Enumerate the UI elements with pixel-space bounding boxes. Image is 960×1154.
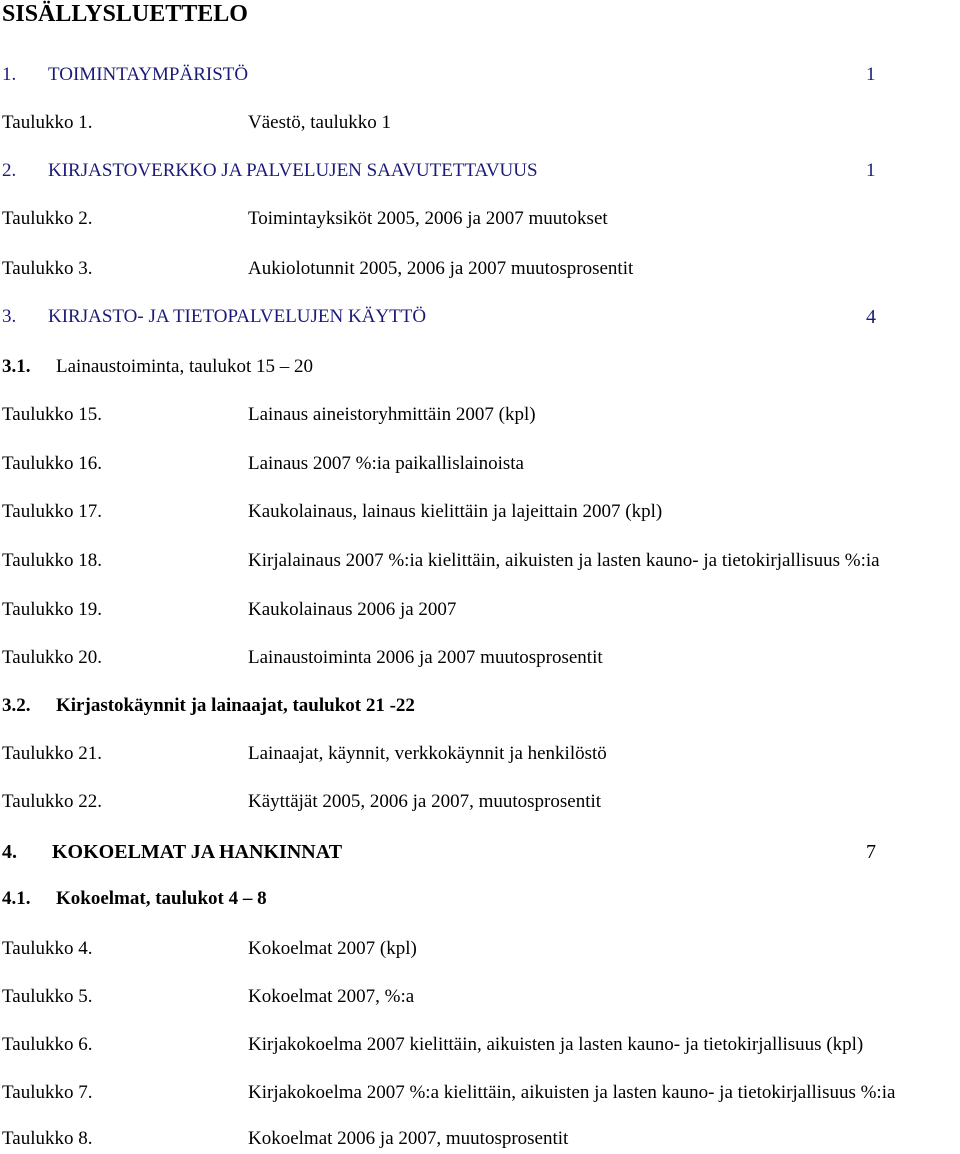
table-label: Taulukko 18. bbox=[2, 550, 102, 571]
heading-number: 1. bbox=[2, 64, 17, 85]
page-number: 7 bbox=[866, 841, 876, 863]
subheading-text: Kirjastokäynnit ja lainaajat, taulukot 21 -22 bbox=[56, 695, 415, 716]
page-title: SISÄLLYSLUETTELO bbox=[2, 1, 248, 27]
toc-table-entry[interactable] bbox=[0, 595, 960, 625]
toc-table-entry[interactable] bbox=[0, 400, 960, 430]
table-title: Kaukolainaus, lainaus kielittäin ja lajeittain 2007 (kpl) bbox=[248, 501, 663, 522]
page-number: 1 bbox=[866, 160, 876, 181]
table-title: Toimintayksiköt 2005, 2006 ja 2007 muutokset bbox=[248, 208, 608, 229]
page-number: 1 bbox=[866, 64, 876, 85]
table-label: Taulukko 4. bbox=[2, 938, 93, 959]
heading-number: 4. bbox=[2, 841, 17, 863]
table-title: Lainaustoiminta 2006 ja 2007 muutosprosentit bbox=[248, 647, 603, 668]
table-label: Taulukko 16. bbox=[2, 453, 102, 474]
toc-subheading-3-2[interactable] bbox=[0, 691, 960, 721]
toc-table-entry[interactable] bbox=[0, 108, 960, 138]
heading-number: 2. bbox=[2, 160, 17, 181]
toc-table-entry[interactable] bbox=[0, 739, 960, 769]
toc-subheading-3-1[interactable] bbox=[0, 352, 960, 382]
table-title: Kirjakokoelma 2007 %:a kielittäin, aikuisten ja lasten kauno- ja tietokirjallisuus %:ia bbox=[248, 1082, 896, 1103]
toc-heading-3[interactable] bbox=[0, 302, 960, 332]
table-label: Taulukko 1. bbox=[2, 112, 93, 133]
table-title: Kokoelmat 2007 (kpl) bbox=[248, 938, 417, 959]
toc-heading-2[interactable] bbox=[0, 156, 960, 186]
table-label: Taulukko 7. bbox=[2, 1082, 93, 1103]
heading-number: 3. bbox=[2, 306, 17, 327]
table-label: Taulukko 22. bbox=[2, 791, 102, 812]
heading-text: KOKOELMAT JA HANKINNAT bbox=[52, 841, 343, 863]
toc-table-entry[interactable] bbox=[0, 934, 960, 964]
subheading-text: Lainaustoiminta, taulukot 15 – 20 bbox=[56, 356, 313, 377]
page-number: 4 bbox=[866, 306, 876, 328]
table-title: Lainaus aineistoryhmittäin 2007 (kpl) bbox=[248, 404, 536, 425]
table-label: Taulukko 20. bbox=[2, 647, 102, 668]
subheading-text: Kokoelmat, taulukot 4 – 8 bbox=[56, 888, 267, 909]
table-title: Kirjakokoelma 2007 kielittäin, aikuisten ja lasten kauno- ja tietokirjallisuus (kpl) bbox=[248, 1034, 864, 1055]
toc-table-entry[interactable] bbox=[0, 204, 960, 234]
table-label: Taulukko 8. bbox=[2, 1128, 93, 1149]
subheading-number: 3.1. bbox=[2, 356, 31, 377]
heading-text: TOIMINTAYMPÄRISTÖ bbox=[48, 64, 249, 85]
toc-table-entry[interactable] bbox=[0, 982, 960, 1012]
table-title: Kokoelmat 2007, %:a bbox=[248, 986, 415, 1007]
toc-table-entry[interactable] bbox=[0, 643, 960, 673]
table-label: Taulukko 21. bbox=[2, 743, 102, 764]
table-label: Taulukko 2. bbox=[2, 208, 93, 229]
toc-heading-4[interactable] bbox=[0, 837, 960, 867]
table-label: Taulukko 19. bbox=[2, 599, 102, 620]
table-title: Lainaus 2007 %:ia paikallislainoista bbox=[248, 453, 524, 474]
toc-heading-1[interactable] bbox=[0, 60, 960, 90]
table-title: Aukiolotunnit 2005, 2006 ja 2007 muutosprosentit bbox=[248, 258, 634, 279]
table-title: Kokoelmat 2006 ja 2007, muutosprosentit bbox=[248, 1128, 569, 1149]
table-label: Taulukko 5. bbox=[2, 986, 93, 1007]
toc-table-entry[interactable] bbox=[0, 1030, 960, 1060]
table-label: Taulukko 15. bbox=[2, 404, 102, 425]
table-title: Kirjalainaus 2007 %:ia kielittäin, aikuisten ja lasten kauno- ja tietokirjallisuus %:ia bbox=[248, 550, 880, 571]
toc-table-entry[interactable] bbox=[0, 1124, 960, 1154]
subheading-number: 3.2. bbox=[2, 695, 31, 716]
toc-table-entry[interactable] bbox=[0, 787, 960, 817]
table-title: Väestö, taulukko 1 bbox=[248, 112, 392, 133]
toc-subheading-4-1[interactable] bbox=[0, 884, 960, 914]
toc-table-entry[interactable] bbox=[0, 254, 960, 284]
heading-text: KIRJASTOVERKKO JA PALVELUJEN SAAVUTETTAVUUS bbox=[48, 160, 538, 181]
toc-table-entry[interactable] bbox=[0, 546, 960, 576]
heading-text: KIRJASTO- JA TIETOPALVELUJEN KÄYTTÖ bbox=[48, 306, 427, 327]
subheading-number: 4.1. bbox=[2, 888, 31, 909]
toc-table-entry[interactable] bbox=[0, 1078, 960, 1108]
table-label: Taulukko 3. bbox=[2, 258, 93, 279]
table-label: Taulukko 17. bbox=[2, 501, 102, 522]
toc-table-entry[interactable] bbox=[0, 497, 960, 527]
table-title: Käyttäjät 2005, 2006 ja 2007, muutosprosentit bbox=[248, 791, 602, 812]
table-label: Taulukko 6. bbox=[2, 1034, 93, 1055]
table-title: Kaukolainaus 2006 ja 2007 bbox=[248, 599, 457, 620]
table-title: Lainaajat, käynnit, verkkokäynnit ja henkilöstö bbox=[248, 743, 607, 764]
toc-table-entry[interactable] bbox=[0, 449, 960, 479]
